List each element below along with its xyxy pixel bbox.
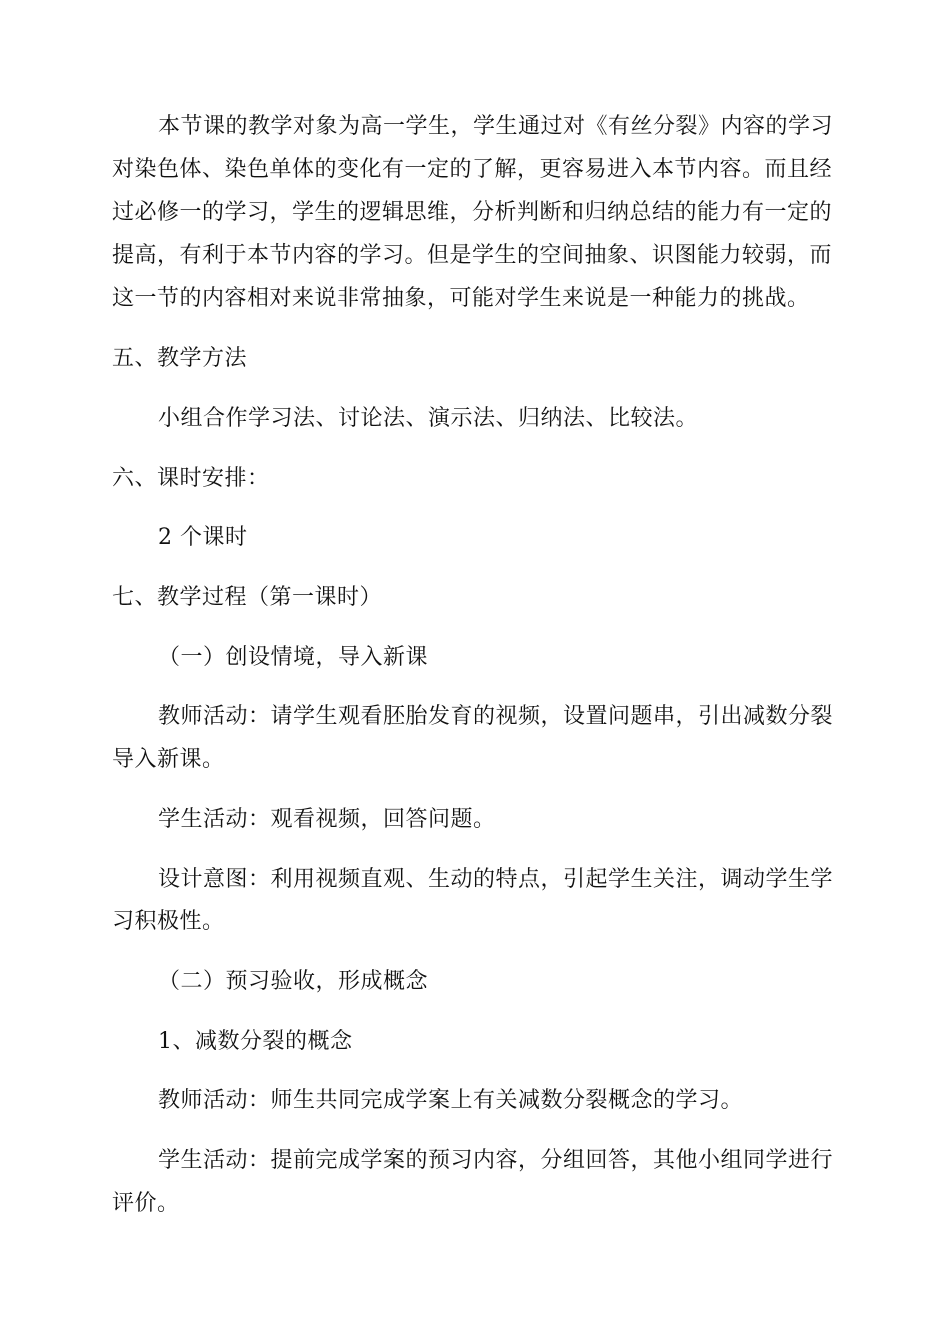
student-activity-1: 学生活动：观看视频，回答问题。 bbox=[158, 807, 496, 832]
intro-line-4: 提高，有利于本节内容的学习。但是学生的空间抽象、识图能力较弱，而 bbox=[112, 243, 833, 268]
intro-line-2: 对染色体、染色单体的变化有一定的了解，更容易进入本节内容。而且经 bbox=[112, 157, 833, 182]
intro-line-1: 本节课的教学对象为高一学生，学生通过对《有丝分裂》内容的学习 bbox=[158, 114, 834, 139]
student-activity-2-line-1: 学生活动：提前完成学案的预习内容，分组回答，其他小组同学进行 bbox=[158, 1148, 834, 1173]
design-intent-line-2: 习积极性。 bbox=[112, 909, 225, 934]
intro-line-5: 这一节的内容相对来说非常抽象，可能对学生来说是一种能力的挑战。 bbox=[112, 286, 810, 311]
heading-teaching-methods: 五、教学方法 bbox=[112, 346, 248, 371]
methods-text: 小组合作学习法、讨论法、演示法、归纳法、比较法。 bbox=[158, 406, 699, 431]
item-meiosis-concept: 1、减数分裂的概念 bbox=[158, 1029, 353, 1054]
teacher-activity-2: 教师活动：师生共同完成学案上有关减数分裂概念的学习。 bbox=[158, 1088, 744, 1113]
teacher-activity-1-line-1: 教师活动：请学生观看胚胎发育的视频，设置问题串，引出减数分裂 bbox=[158, 704, 834, 729]
heading-teaching-process: 七、教学过程（第一课时） bbox=[112, 585, 383, 610]
intro-line-3: 过必修一的学习，学生的逻辑思维，分析判断和归纳总结的能力有一定的 bbox=[112, 200, 833, 225]
periods-text: 2 个课时 bbox=[158, 525, 248, 550]
subheading-intro-new-lesson: （一）创设情境，导入新课 bbox=[158, 645, 429, 670]
subheading-preview-check: （二）预习验收，形成概念 bbox=[158, 969, 429, 994]
teacher-activity-1-line-2: 导入新课。 bbox=[112, 747, 225, 772]
heading-class-schedule: 六、课时安排： bbox=[112, 466, 270, 491]
design-intent-line-1: 设计意图：利用视频直观、生动的特点，引起学生关注，调动学生学 bbox=[158, 867, 834, 892]
student-activity-2-line-2: 评价。 bbox=[112, 1191, 180, 1216]
